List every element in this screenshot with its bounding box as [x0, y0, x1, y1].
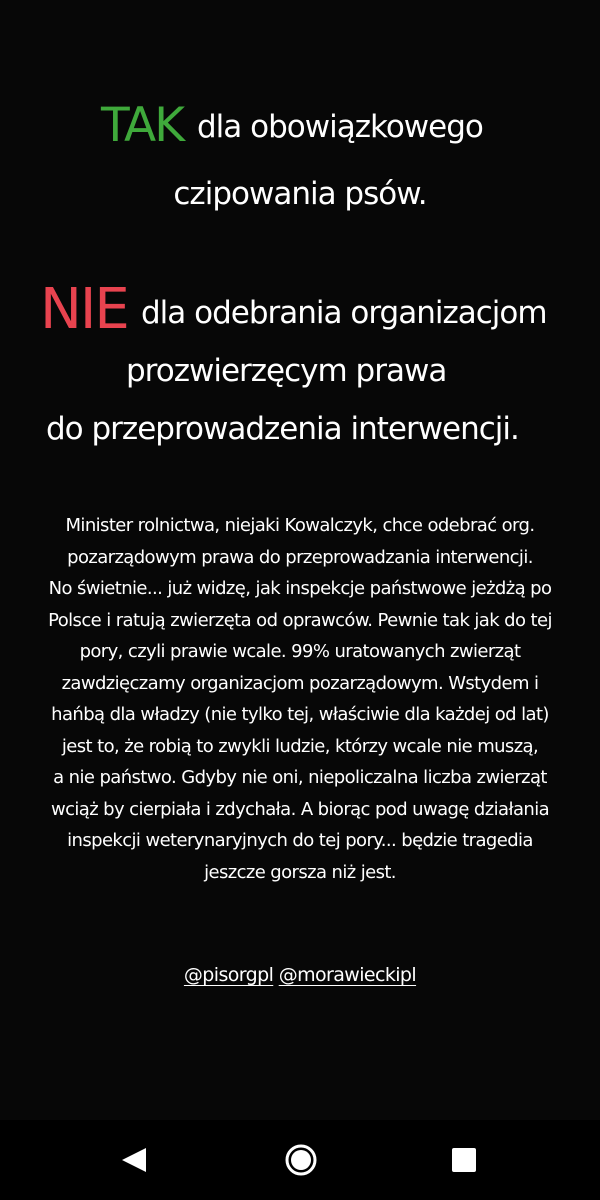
tak-line2-text: czipowania psów.	[173, 176, 427, 212]
body-line: a nie państwo. Gdyby nie oni, niepoliczalna liczba zwierząt	[53, 767, 547, 788]
body-line: jest to, że robią to zwykli ludzie, którzy wcale nie muszą,	[61, 735, 539, 757]
body-line: inspekcji weterynaryjnych do tej pory... będzie tragedia	[67, 830, 533, 851]
recents-square-icon	[444, 1140, 484, 1180]
home-button[interactable]	[281, 1140, 321, 1180]
nie-line1-text: dla odebrania organizacjom	[141, 295, 547, 331]
nie-line3-text: do przeprowadzenia interwencji.	[46, 411, 519, 447]
tak-word: TAK	[101, 98, 184, 153]
body-line: jeszcze gorsza niż jest.	[204, 861, 396, 883]
body-line: zawdzięczamy organizacjom pozarządowym. Wstydem i	[61, 672, 539, 694]
body-line: hańbą dla władzy (nie tylko tej, właściwie dla każdej od lat)	[51, 704, 549, 725]
body-line: No świetnie... już widzę, jak inspekcje państwowe jeżdżą po	[48, 578, 552, 599]
body-paragraph	[30, 510, 570, 888]
mentions-row	[0, 958, 600, 992]
mention-morawieckipl[interactable]: @morawieckipl	[278, 964, 417, 986]
back-triangle-icon	[114, 1140, 154, 1180]
tak-line1-text: dla obowiązkowego	[197, 109, 483, 145]
nie-line2-text: prozwierzęcym prawa	[126, 353, 447, 389]
system-nav-bar	[0, 1120, 600, 1200]
body-line: pory, czyli prawie wcale. 99% uratowanych zwierząt	[79, 641, 521, 662]
body-line: pozarządowym prawa do przeprowadzania interwencji.	[67, 546, 533, 568]
nie-word: NIE	[40, 277, 128, 342]
home-circle-icon	[281, 1140, 321, 1180]
mention-pisorgpl[interactable]: @pisorgpl	[183, 964, 274, 986]
body-line: Polsce i ratują zwierzęta od oprawców. Pewnie tak jak do tej	[48, 609, 552, 631]
body-line: Minister rolnictwa, niejaki Kowalczyk, chce odebrać org.	[65, 515, 535, 536]
back-button[interactable]	[114, 1140, 154, 1180]
body-line: wciąż by cierpiała i zdychała. A biorąc pod uwagę działania	[50, 798, 550, 820]
recents-button[interactable]	[444, 1140, 484, 1180]
